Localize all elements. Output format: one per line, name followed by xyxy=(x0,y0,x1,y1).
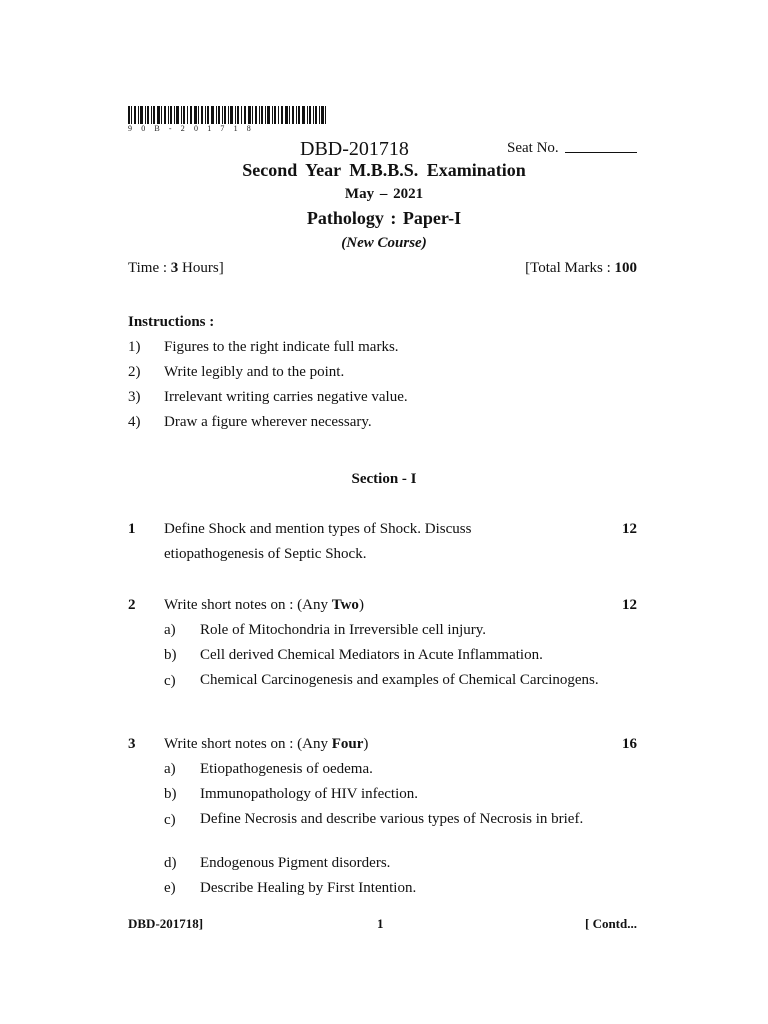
course-type: (New Course) xyxy=(341,235,427,251)
marks-value: 100 xyxy=(614,260,637,276)
question-marks: 12 xyxy=(622,521,637,537)
footer-paper-code: DBD-201718] xyxy=(128,916,204,931)
question-number: 2 xyxy=(128,597,136,613)
option-text: Endogenous Pigment disorders. xyxy=(200,855,391,871)
time-prefix: Time : xyxy=(128,260,171,276)
instruction-text: Irrelevant writing carries negative value. xyxy=(164,389,408,405)
option-label: a) xyxy=(164,622,176,638)
option-text: Chemical Carcinogenesis and examples of Chemical Carcinogens. xyxy=(200,672,599,688)
page-number: 1 xyxy=(377,916,384,931)
option-text: Immunopathology of HIV infection. xyxy=(200,786,419,802)
instruction-number: 3) xyxy=(128,389,141,405)
question-marks: 16 xyxy=(622,736,637,752)
question-text: etiopathogenesis of Septic Shock. xyxy=(164,546,367,562)
instruction-text: Figures to the right indicate full marks. xyxy=(164,339,399,355)
question-emphasis: Two xyxy=(331,597,359,613)
question-number: 3 xyxy=(128,736,136,752)
question-text xyxy=(164,597,364,614)
instructions-heading: Instructions : xyxy=(128,314,215,330)
option-label: b) xyxy=(164,647,177,663)
option-label: a) xyxy=(164,761,176,777)
exam-title: Second Year M.B.B.S. Examination xyxy=(242,160,526,180)
option-label: b) xyxy=(164,786,177,802)
section-title: Section - I xyxy=(351,471,417,487)
seat-number-field xyxy=(565,152,637,153)
option-text: Etiopathogenesis of oedema. xyxy=(200,761,373,777)
question-marks: 12 xyxy=(622,597,637,613)
question-number: 1 xyxy=(128,521,136,537)
option-text: Define Necrosis and describe various types of Necrosis in brief. xyxy=(200,811,584,827)
question-tail: ) xyxy=(363,736,369,752)
option-text: Cell derived Chemical Mediators in Acute Inflammation. xyxy=(200,647,543,663)
time-allowed xyxy=(128,260,224,277)
option-text: Describe Healing by First Intention. xyxy=(200,880,417,896)
question-text xyxy=(164,736,368,753)
question-tail: ) xyxy=(358,597,364,613)
barcode-digits: 90B-201718 xyxy=(128,124,260,133)
option-label: e) xyxy=(164,880,176,896)
continued-note: [ Contd... xyxy=(584,916,637,931)
option-label: c) xyxy=(164,812,176,828)
seat-number-label: Seat No. xyxy=(507,140,559,156)
option-label: c) xyxy=(164,673,176,689)
marks-prefix: [Total Marks : xyxy=(525,260,615,276)
time-suffix: Hours] xyxy=(178,260,224,276)
paper-code: DBD-201718 xyxy=(300,138,409,160)
instruction-number: 4) xyxy=(128,414,141,430)
instruction-number: 1) xyxy=(128,339,141,355)
instruction-text: Write legibly and to the point. xyxy=(164,364,345,380)
time-value: 3 xyxy=(170,260,179,276)
question-lead: Write short notes on : (Any xyxy=(164,597,332,613)
paper-title: Pathology : Paper-I xyxy=(306,208,462,228)
question-emphasis: Four xyxy=(331,736,364,752)
option-label: d) xyxy=(164,855,177,871)
question-lead: Write short notes on : (Any xyxy=(164,736,332,752)
barcode xyxy=(128,106,326,124)
question-text: Define Shock and mention types of Shock. Discuss xyxy=(164,521,472,537)
total-marks xyxy=(525,260,637,277)
instruction-number: 2) xyxy=(128,364,141,380)
option-text: Role of Mitochondria in Irreversible cell injury. xyxy=(200,622,487,638)
exam-session: May – 2021 xyxy=(344,186,424,202)
instruction-text: Draw a figure wherever necessary. xyxy=(164,414,372,430)
